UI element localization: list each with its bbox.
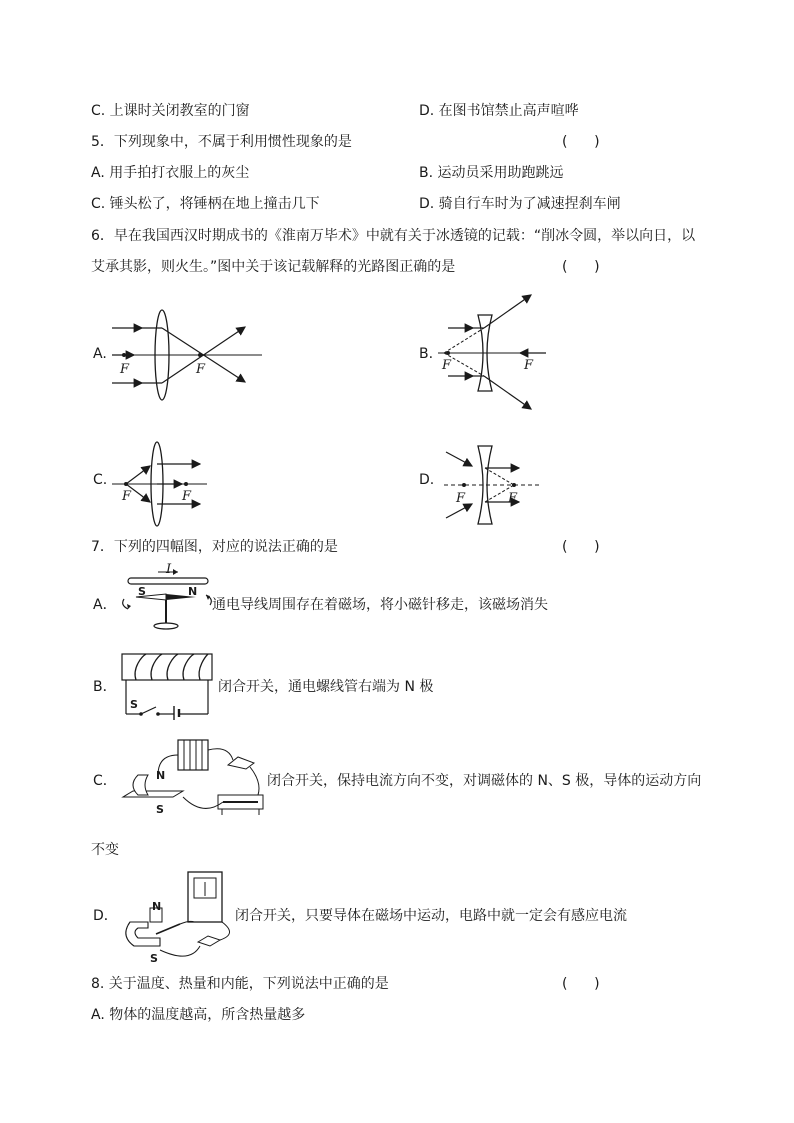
q7-option-c-label: C． xyxy=(93,773,117,789)
q4-option-c: C. 上课时关闭教室的门窗 xyxy=(91,103,250,119)
q6-diagram-d-concave-lens xyxy=(444,440,554,530)
q7a-n-pole: N xyxy=(188,585,198,598)
q6-stem-line1: 6．早在我国西汉时期成书的《淮南万毕术》中就有关于冰透镜的记载：“削冰令圆，举以向日，以 xyxy=(91,228,696,244)
q6-diagram-c-convex-lens xyxy=(112,438,222,528)
q6-diagram-a-convex-lens xyxy=(112,305,272,405)
q8-answer-blank: ( ) xyxy=(562,976,600,992)
q7-option-a-label: A． xyxy=(93,597,117,613)
q6a-focus-left: F xyxy=(120,362,130,377)
q4-option-d: D. 在图书馆禁止高声喧哗 xyxy=(419,103,579,119)
q6-option-c-label: C. xyxy=(93,472,108,488)
q5-option-c: C. 锤头松了，将锤柄在地上撞击几下 xyxy=(91,196,320,212)
q7-option-c-text: 闭合开关，保持电流方向不变，对调磁体的 N、S 极，导体的运动方向 xyxy=(267,773,702,789)
q6b-focus-right: F xyxy=(524,358,534,373)
q6-diagram-b-concave-lens xyxy=(438,293,568,413)
q6b-focus-left: F xyxy=(442,358,452,373)
q6d-focus-right: F xyxy=(508,491,518,506)
q7c-s-pole: S xyxy=(156,803,164,816)
q7c-n-pole: N xyxy=(156,769,166,782)
q7-option-a-text: 通电导线周围存在着磁场，将小磁针移走，该磁场消失 xyxy=(212,597,548,613)
q6-answer-blank: ( ) xyxy=(562,259,600,275)
q8-stem: 8. 关于温度、热量和内能，下列说法中正确的是 xyxy=(91,976,389,992)
q7-option-b-label: B． xyxy=(93,679,117,695)
q7d-s-pole: S xyxy=(150,952,158,965)
q5-stem: 5．下列现象中，不属于利用惯性现象的是 xyxy=(91,134,352,150)
q5-option-d: D. 骑自行车时为了减速捏刹车闸 xyxy=(419,196,621,212)
q7a-s-pole: S xyxy=(138,585,146,598)
q6c-focus-right: F xyxy=(182,489,192,504)
q7a-current-label: I xyxy=(166,562,172,577)
q6-option-d-label: D. xyxy=(419,472,435,488)
q7-diagram-a-wire-compass xyxy=(118,562,213,635)
q7-answer-blank: ( ) xyxy=(562,539,600,555)
q7-stem: 7．下列的四幅图，对应的说法正确的是 xyxy=(91,539,338,555)
q6-stem-line2: 艾承其影，则火生。”图中关于该记载解释的光路图正确的是 xyxy=(91,259,456,275)
q7-option-d-label: D． xyxy=(93,908,118,924)
q7-diagram-c-motor-apparatus xyxy=(118,735,268,825)
q8-option-a: A. 物体的温度越高，所含热量越多 xyxy=(91,1007,306,1023)
q7d-n-pole: N xyxy=(152,900,162,913)
q6c-focus-left: F xyxy=(122,489,132,504)
q7-diagram-b-solenoid xyxy=(118,650,218,720)
q6a-focus-right: F xyxy=(196,362,206,377)
q7-option-b-text: 闭合开关，通电螺线管右端为 N 极 xyxy=(218,679,434,695)
q7b-switch-s: S xyxy=(130,698,138,711)
q7-diagram-d-induction-apparatus xyxy=(116,870,241,965)
q6-option-a-label: A. xyxy=(93,346,107,362)
q7-option-c-text-continued: 不变 xyxy=(91,842,119,858)
q5-answer-blank: ( ) xyxy=(562,134,600,150)
q5-option-a: A. 用手拍打衣服上的灰尘 xyxy=(91,165,250,181)
q6d-focus-left: F xyxy=(456,491,466,506)
q6-option-b-label: B. xyxy=(419,346,434,362)
q7-option-d-text: 闭合开关，只要导体在磁场中运动，电路中就一定会有感应电流 xyxy=(235,908,627,924)
q5-option-b: B. 运动员采用助跑跳远 xyxy=(419,165,564,181)
